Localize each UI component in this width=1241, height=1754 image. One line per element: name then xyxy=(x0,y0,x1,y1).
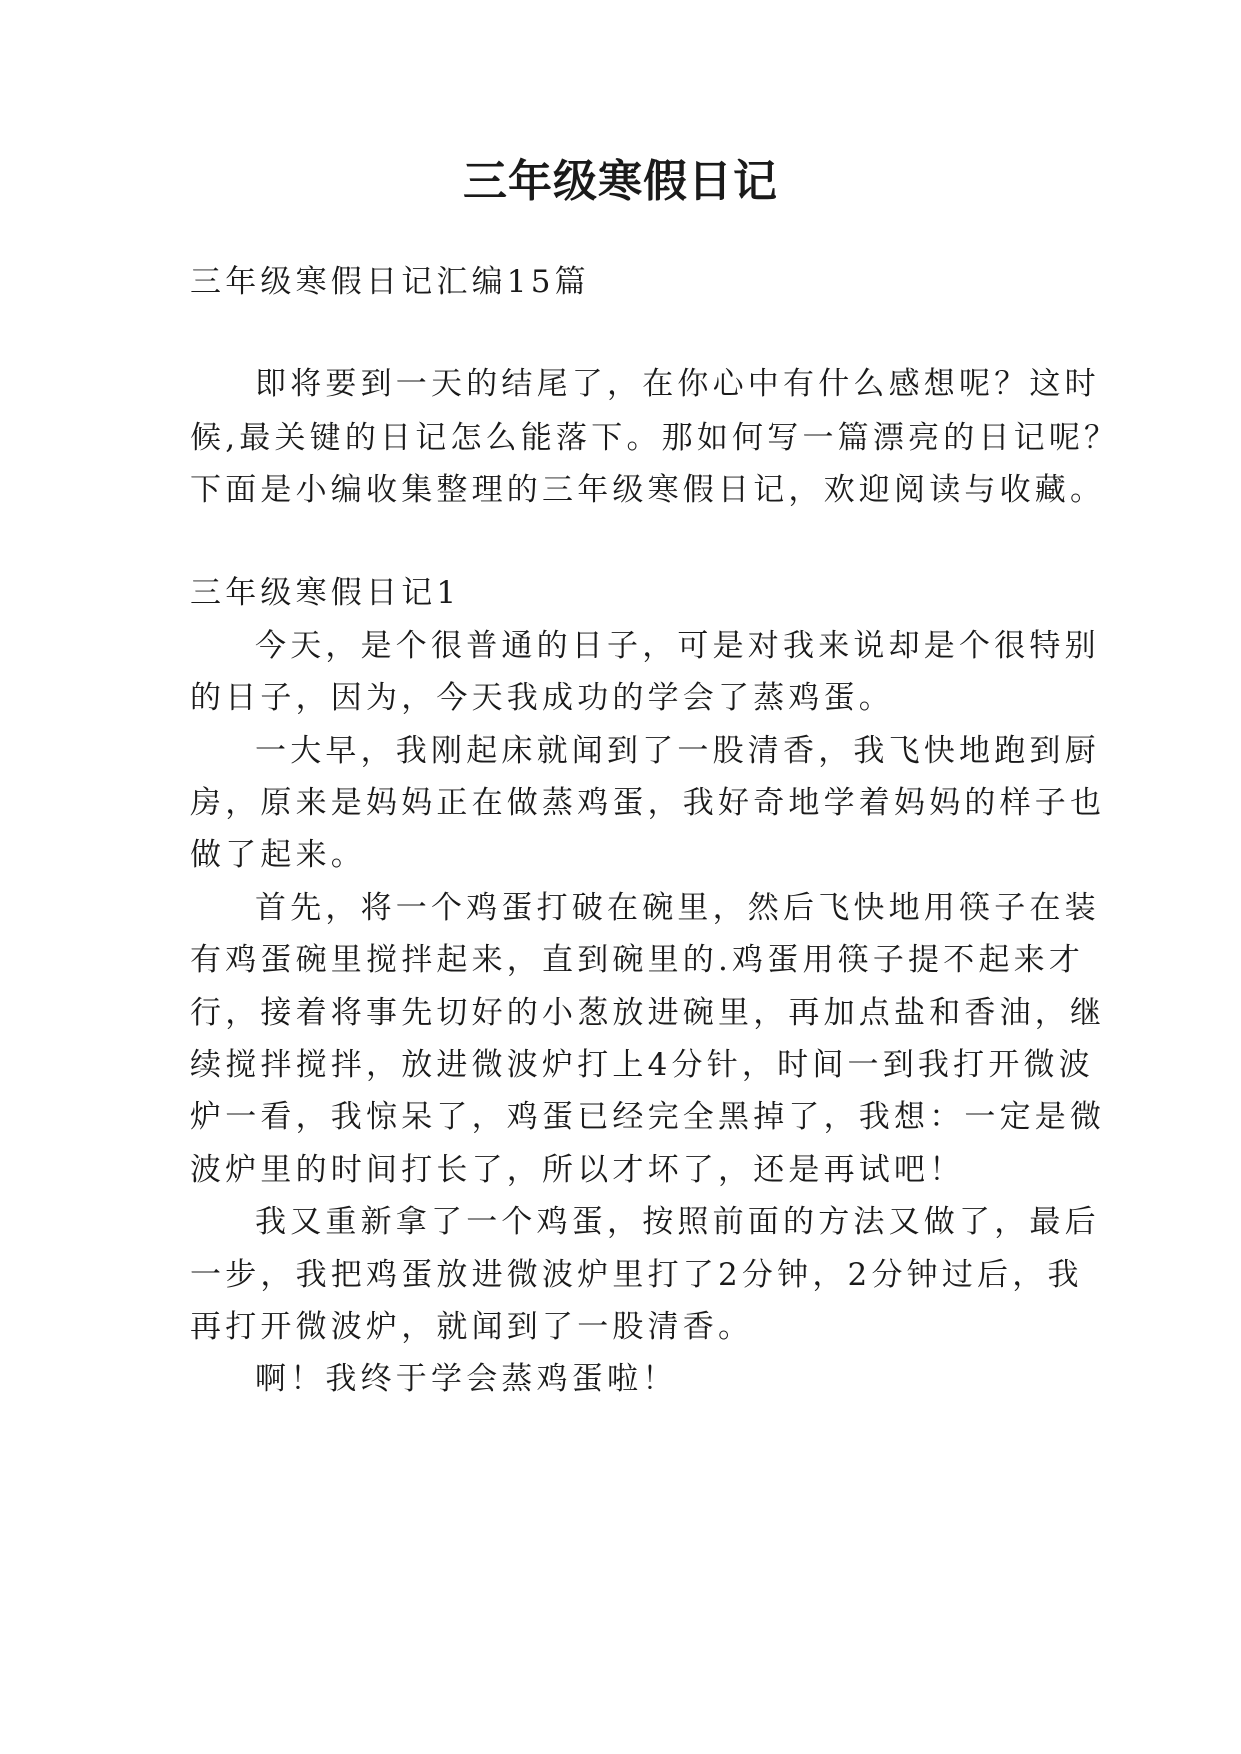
intro-line: 下面是小编收集整理的三年级寒假日记，欢迎阅读与收藏。 xyxy=(190,472,1106,508)
body-line: 首先，将一个鸡蛋打破在碗里，然后飞快地用筷子在装 xyxy=(255,890,1100,926)
body-line: 行，接着将事先切好的小葱放进碗里，再加点盐和香油，继 xyxy=(190,995,1106,1031)
body-line: 啊！我终于学会蒸鸡蛋啦！ xyxy=(255,1361,678,1397)
body-line: 房，原来是妈妈正在做蒸鸡蛋，我好奇地学着妈妈的样子也 xyxy=(190,785,1106,821)
body-line: 一大早，我刚起床就闻到了一股清香，我飞快地跑到厨 xyxy=(255,733,1100,769)
intro-line: 即将要到一天的结尾了，在你心中有什么感想呢？这时 xyxy=(255,366,1100,402)
body-line: 有鸡蛋碗里搅拌起来，直到碗里的.鸡蛋用筷子提不起来才 xyxy=(190,942,1085,978)
body-line: 的日子，因为，今天我成功的学会了蒸鸡蛋。 xyxy=(190,680,894,716)
body-line: 今天，是个很普通的日子，可是对我来说却是个很特别 xyxy=(255,628,1100,664)
document-subtitle: 三年级寒假日记汇编15篇 xyxy=(190,264,590,300)
body-line: 续搅拌搅拌，放进微波炉打上4分针，时间一到我打开微波 xyxy=(190,1047,1094,1083)
body-line: 炉一看，我惊呆了，鸡蛋已经完全黑掉了，我想：一定是微 xyxy=(190,1099,1106,1135)
page-title: 三年级寒假日记 xyxy=(463,156,778,207)
body-line: 一步，我把鸡蛋放进微波炉里打了2分钟，2分钟过后，我 xyxy=(190,1257,1083,1293)
body-line: 再打开微波炉，就闻到了一股清香。 xyxy=(190,1309,754,1345)
body-line: 波炉里的时间打长了，所以才坏了，还是再试吧！ xyxy=(190,1152,965,1188)
body-line: 做了起来。 xyxy=(190,837,366,873)
section-heading: 三年级寒假日记1 xyxy=(190,575,461,611)
body-line: 我又重新拿了一个鸡蛋，按照前面的方法又做了，最后 xyxy=(255,1204,1100,1240)
intro-line: 候,最关键的日记怎么能落下。那如何写一篇漂亮的日记呢？ xyxy=(190,420,1120,456)
